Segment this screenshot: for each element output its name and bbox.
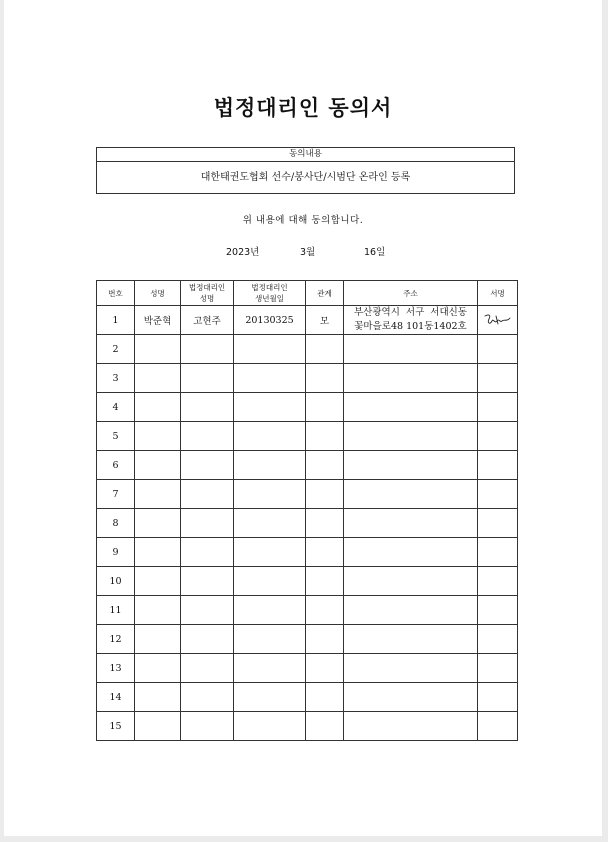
guardian-birthdate-cell [234,712,306,741]
row-number-cell: 9 [97,538,135,567]
relation-cell [306,596,344,625]
signature-cell [478,683,518,712]
header-guardian-birthdate: 법정대리인 생년월일 [234,281,306,306]
address-line-1: 부산광역시 서구 서대신동 [353,307,468,318]
signature-scribble [483,312,513,328]
signature-cell [478,480,518,509]
table-row [97,422,518,451]
relation-cell [306,422,344,451]
signature-cell [478,422,518,451]
relation-cell [306,451,344,480]
row-number-cell: 14 [97,683,135,712]
address-cell [344,306,478,335]
address-cell [344,393,478,422]
table-row [97,364,518,393]
row-number-cell: 8 [97,509,135,538]
student-name-cell [135,654,181,683]
relation-cell [306,567,344,596]
guardian-birthdate-cell [234,596,306,625]
student-name-cell: 박준혁 [135,306,181,335]
row-number-cell: 13 [97,654,135,683]
guardian-birthdate-cell [234,480,306,509]
address-cell [344,538,478,567]
address-cell [344,335,478,364]
student-name-cell [135,393,181,422]
guardian-birthdate-cell: 20130325 [234,306,306,335]
table-row [97,712,518,741]
student-name-cell [135,567,181,596]
row-number-cell: 12 [97,625,135,654]
row-number-cell: 5 [97,422,135,451]
row-number-cell: 7 [97,480,135,509]
header-address: 주소 [344,281,478,306]
address-cell [344,480,478,509]
address-cell [344,422,478,451]
header-name: 성명 [135,281,181,306]
signature-cell [478,596,518,625]
guardian-name-cell [181,654,234,683]
table-row [97,538,518,567]
relation-cell: 모 [306,306,344,335]
guardian-table [96,280,518,741]
table-row [97,306,518,335]
date-month: 3월 [300,247,316,258]
guardian-name-cell [181,625,234,654]
signature-cell [478,654,518,683]
signature-cell [478,712,518,741]
guardian-name-cell [181,422,234,451]
table-row [97,509,518,538]
guardian-birthdate-cell [234,567,306,596]
guardian-birthdate-cell [234,538,306,567]
student-name-cell [135,364,181,393]
address-cell [344,625,478,654]
date-day: 16일 [364,247,386,258]
header-number: 번호 [97,281,135,306]
student-name-cell [135,451,181,480]
guardian-birthdate-cell [234,654,306,683]
document-page [4,0,602,836]
signature-cell [478,364,518,393]
relation-cell [306,480,344,509]
student-name-cell [135,422,181,451]
guardian-name-cell [181,683,234,712]
student-name-cell [135,480,181,509]
table-row [97,393,518,422]
relation-cell [306,625,344,654]
signature-cell [478,538,518,567]
guardian-birthdate-cell [234,364,306,393]
guardian-name-cell: 고현주 [181,306,234,335]
relation-cell [306,364,344,393]
header-signature: 서명 [478,281,518,306]
student-name-cell [135,509,181,538]
row-number-cell: 2 [97,335,135,364]
address-cell [344,596,478,625]
guardian-birthdate-cell [234,625,306,654]
header-guardian-name: 법정대리인 성명 [181,281,234,306]
consent-body: 대한태권도협회 선수/봉사단/시범단 온라인 등록 [200,172,411,183]
relation-cell [306,393,344,422]
guardian-birthdate-cell [234,451,306,480]
guardian-name-cell [181,538,234,567]
relation-cell [306,683,344,712]
table-row [97,654,518,683]
guardian-birthdate-cell [234,393,306,422]
address-cell [344,683,478,712]
guardian-birthdate-cell [234,509,306,538]
address-line-2: 꽃마을로48 101동1402호 [354,321,467,332]
student-name-cell [135,625,181,654]
table-header-row [97,281,518,306]
table-row [97,625,518,654]
guardian-birthdate-cell [234,422,306,451]
table-row [97,335,518,364]
signature-cell [478,451,518,480]
row-number-cell: 11 [97,596,135,625]
signature-cell [478,335,518,364]
guardian-birthdate-cell [234,683,306,712]
guardian-name-cell [181,712,234,741]
relation-cell [306,712,344,741]
guardian-name-cell [181,364,234,393]
table-row [97,451,518,480]
address-cell [344,364,478,393]
guardian-name-cell [181,567,234,596]
guardian-name-cell [181,335,234,364]
relation-cell [306,654,344,683]
student-name-cell [135,712,181,741]
agreement-statement: 위 내용에 대해 동의합니다. [242,215,364,226]
row-number-cell: 1 [97,306,135,335]
row-number-cell: 3 [97,364,135,393]
guardian-name-cell [181,509,234,538]
guardian-birthdate-cell [234,335,306,364]
table-row [97,567,518,596]
relation-cell [306,538,344,567]
student-name-cell [135,683,181,712]
signature-cell [478,509,518,538]
table-row [97,596,518,625]
row-number-cell: 15 [97,712,135,741]
row-number-cell: 6 [97,451,135,480]
address-cell [344,509,478,538]
guardian-name-cell [181,451,234,480]
guardian-name-cell [181,393,234,422]
date-year: 2023년 [226,247,260,258]
signature-cell [478,306,518,335]
address-cell [344,567,478,596]
consent-box [96,147,515,194]
address-cell [344,451,478,480]
relation-cell [306,509,344,538]
address-cell [344,654,478,683]
row-number-cell: 4 [97,393,135,422]
signature-cell [478,567,518,596]
address-cell [344,712,478,741]
consent-header: 동의내용 [97,148,514,162]
signature-cell [478,393,518,422]
student-name-cell [135,596,181,625]
table-row [97,683,518,712]
relation-cell [306,335,344,364]
document-title: 법정대리인 동의서 [213,95,393,120]
student-name-cell [135,538,181,567]
signature-cell [478,625,518,654]
row-number-cell: 10 [97,567,135,596]
header-relation: 관계 [306,281,344,306]
student-name-cell [135,335,181,364]
guardian-name-cell [181,596,234,625]
table-row [97,480,518,509]
guardian-name-cell [181,480,234,509]
